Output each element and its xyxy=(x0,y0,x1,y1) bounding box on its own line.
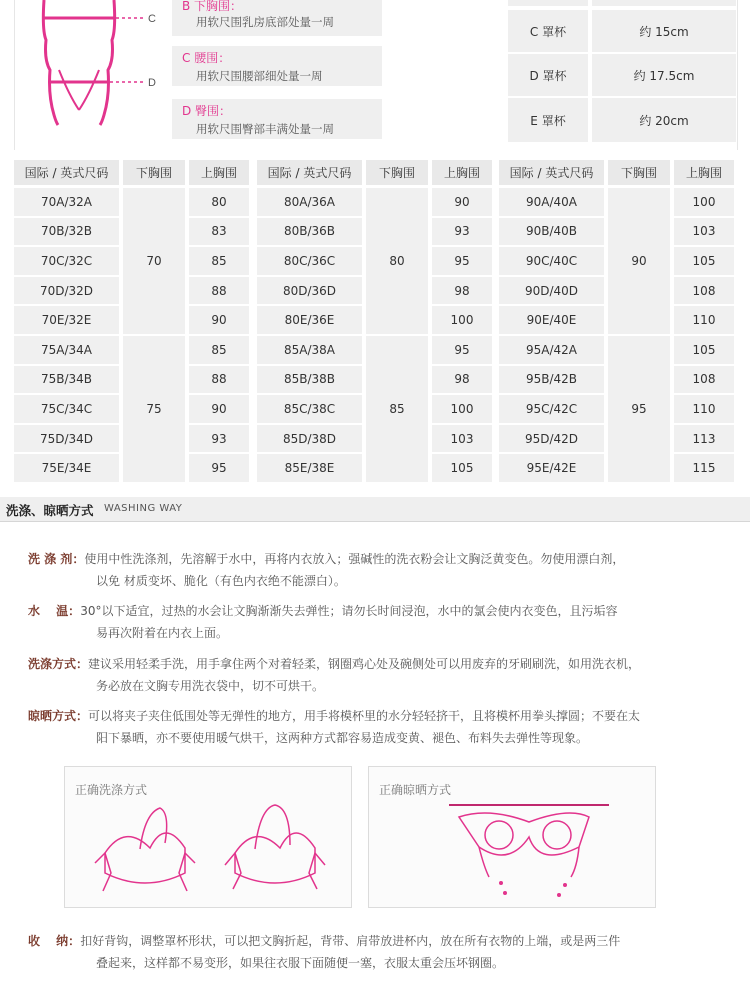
size-code-cell: 75A/34A xyxy=(14,336,119,364)
washing-title: 洗涤、晾晒方式 xyxy=(6,503,94,518)
wash-item-detergent xyxy=(28,548,708,592)
body-outline-diagram xyxy=(14,0,164,130)
size-code-cell: 95D/42D xyxy=(499,425,604,453)
size-code-cell: 75E/34E xyxy=(14,454,119,482)
cup-row-top xyxy=(508,0,736,6)
wash-item-drying xyxy=(28,705,708,749)
handwash-illustration xyxy=(85,803,335,899)
cup-row xyxy=(508,10,736,52)
upper-bust-cell: 93 xyxy=(432,218,492,246)
size-code-cell: 80E/36E xyxy=(257,306,362,334)
upper-bust-cell: 108 xyxy=(674,277,734,305)
upper-bust-cell: 105 xyxy=(674,336,734,364)
wash-text: 建议采用轻柔手洗，用手拿住两个对着轻柔，钢圈鸡心处及碗侧处可以用废弃的牙刷刷洗，如用洗衣机， xyxy=(88,657,641,671)
upper-bust-cell: 80 xyxy=(189,188,249,216)
size-code-cell: 70B/32B xyxy=(14,218,119,246)
size-header: 下胸围 xyxy=(366,160,428,185)
label-d: D xyxy=(148,77,156,89)
upper-bust-cell: 98 xyxy=(432,277,492,305)
label-c: C xyxy=(148,13,156,25)
size-code-cell: 95A/42A xyxy=(499,336,604,364)
wash-text: 以免 材质变坏、脆化（有色内衣绝不能漂白）。 xyxy=(96,574,346,588)
cup-label: D 罩杯 xyxy=(508,54,588,96)
under-bust-cell: 90 xyxy=(608,188,670,334)
upper-bust-cell: 95 xyxy=(432,247,492,275)
panel-title: 正确洗涤方式 xyxy=(75,783,148,797)
size-code-cell: 70C/32C xyxy=(14,247,119,275)
under-bust-cell: 85 xyxy=(366,336,428,482)
size-code-cell: 90C/40C xyxy=(499,247,604,275)
upper-bust-cell: 88 xyxy=(189,277,249,305)
upper-bust-cell: 100 xyxy=(432,306,492,334)
upper-bust-cell: 100 xyxy=(432,395,492,423)
wash-text: 叠起来，这样都不易变形，如果往衣服下面随便一塞，衣服太重会压坏钢圈。 xyxy=(96,956,505,970)
size-header: 下胸围 xyxy=(608,160,670,185)
wash-text: 30°以下适宜，过热的水会让文胸渐渐失去弹性；请勿长时间浸泡，水中的氯会使内衣变色，且污垢容 xyxy=(80,604,618,618)
size-code-cell: 85B/38B xyxy=(257,366,362,394)
panel-title: 正确晾晒方式 xyxy=(379,783,452,797)
size-code-cell: 85E/38E xyxy=(257,454,362,482)
cup-diff: 约 17.5cm xyxy=(592,54,736,96)
size-header: 国际 / 英式尺码 xyxy=(499,160,604,185)
size-code-cell: 80B/36B xyxy=(257,218,362,246)
measure-item-b xyxy=(172,0,382,36)
wash-label: 收 纳： xyxy=(28,934,81,948)
measure-title: C 腰围： xyxy=(182,51,231,65)
size-code-cell: 80C/36C xyxy=(257,247,362,275)
upper-bust-cell: 103 xyxy=(674,218,734,246)
cup-row xyxy=(508,54,736,96)
wash-label: 洗涤方式： xyxy=(28,657,89,671)
size-code-cell: 95E/42E xyxy=(499,454,604,482)
size-code-cell: 85C/38C xyxy=(257,395,362,423)
wash-text: 易再次附着在内衣上面。 xyxy=(96,626,229,640)
wash-illustration-panel xyxy=(64,766,352,908)
wash-label: 水 温： xyxy=(28,604,81,618)
size-code-cell: 90D/40D xyxy=(499,277,604,305)
upper-bust-cell: 98 xyxy=(432,366,492,394)
size-header: 国际 / 英式尺码 xyxy=(257,160,362,185)
upper-bust-cell: 100 xyxy=(674,188,734,216)
storage-item xyxy=(28,930,708,974)
size-code-cell: 75B/34B xyxy=(14,366,119,394)
wash-item-temperature xyxy=(28,600,708,644)
wash-text: 使用中性洗涤剂，先溶解于水中，再将内衣放入；强碱性的洗衣粉会让文胸泛黄变色。勿使用漂白剂， xyxy=(84,552,625,566)
upper-bust-cell: 103 xyxy=(432,425,492,453)
under-bust-cell: 80 xyxy=(366,188,428,334)
size-code-cell: 80A/36A xyxy=(257,188,362,216)
upper-bust-cell: 83 xyxy=(189,218,249,246)
size-code-cell: 70D/32D xyxy=(14,277,119,305)
cup-row xyxy=(508,98,736,142)
size-code-cell: 95B/42B xyxy=(499,366,604,394)
under-bust-cell: 70 xyxy=(123,188,185,334)
size-code-cell: 70A/32A xyxy=(14,188,119,216)
size-code-cell: 90B/40B xyxy=(499,218,604,246)
upper-bust-cell: 88 xyxy=(189,366,249,394)
size-code-cell: 90A/40A xyxy=(499,188,604,216)
measurement-guide xyxy=(0,0,750,150)
wash-label: 晾晒方式： xyxy=(28,709,89,723)
upper-bust-cell: 110 xyxy=(674,395,734,423)
upper-bust-cell: 95 xyxy=(432,336,492,364)
size-header: 国际 / 英式尺码 xyxy=(14,160,119,185)
cup-label: E 罩杯 xyxy=(508,98,588,142)
washing-title-en: WASHING WAY xyxy=(104,503,183,514)
wash-label: 洗 涤 剂： xyxy=(28,552,85,566)
size-header: 上胸围 xyxy=(189,160,249,185)
size-header: 上胸围 xyxy=(432,160,492,185)
wash-item-method xyxy=(28,653,708,697)
size-code-cell: 75C/34C xyxy=(14,395,119,423)
upper-bust-cell: 105 xyxy=(432,454,492,482)
cup-diff: 约 15cm xyxy=(592,10,736,52)
size-code-cell: 85D/38D xyxy=(257,425,362,453)
size-code-cell: 80D/36D xyxy=(257,277,362,305)
upper-bust-cell: 85 xyxy=(189,247,249,275)
wash-text: 务必放在文胸专用洗衣袋中，切不可烘干。 xyxy=(96,679,325,693)
upper-bust-cell: 110 xyxy=(674,306,734,334)
upper-bust-cell: 85 xyxy=(189,336,249,364)
wash-text: 扣好背钩，调整罩杯形状，可以把文胸折起，背带、肩带放进杯内，放在所有衣物的上端，或是两三件 xyxy=(80,934,621,948)
upper-bust-cell: 93 xyxy=(189,425,249,453)
upper-bust-cell: 90 xyxy=(189,306,249,334)
under-bust-cell: 75 xyxy=(123,336,185,482)
size-code-cell: 95C/42C xyxy=(499,395,604,423)
size-header: 下胸围 xyxy=(123,160,185,185)
upper-bust-cell: 108 xyxy=(674,366,734,394)
upper-bust-cell: 105 xyxy=(674,247,734,275)
measure-desc: 用软尺围腰部细处量一周 xyxy=(196,69,323,83)
washing-header xyxy=(0,497,750,522)
size-header: 上胸围 xyxy=(674,160,734,185)
measure-item-d xyxy=(172,99,382,139)
size-code-cell: 85A/38A xyxy=(257,336,362,364)
measure-desc: 用软尺围乳房底部处量一周 xyxy=(196,15,334,29)
size-code-cell: 75D/34D xyxy=(14,425,119,453)
drying-illustration xyxy=(389,797,639,901)
upper-bust-cell: 90 xyxy=(432,188,492,216)
wash-text: 可以将夹子夹住低围处等无弹性的地方，用手将模杯里的水分轻轻挤干，且将模杯用拳头撑圆；不要在太 xyxy=(88,709,641,723)
size-code-cell: 90E/40E xyxy=(499,306,604,334)
upper-bust-cell: 113 xyxy=(674,425,734,453)
under-bust-cell: 95 xyxy=(608,336,670,482)
wash-text: 阳下暴晒，亦不要使用暖气烘干，这两种方式都容易造成变黄、褪色、布料失去弹性等现象。 xyxy=(96,731,589,745)
measure-item-c xyxy=(172,46,382,86)
measure-desc: 用软尺围臀部丰满处量一周 xyxy=(196,122,334,136)
measure-title: B 下胸围： xyxy=(182,0,243,13)
size-code-cell: 70E/32E xyxy=(14,306,119,334)
upper-bust-cell: 95 xyxy=(189,454,249,482)
measure-title: D 臀围： xyxy=(182,104,232,118)
upper-bust-cell: 115 xyxy=(674,454,734,482)
upper-bust-cell: 90 xyxy=(189,395,249,423)
cup-label: C 罩杯 xyxy=(508,10,588,52)
cup-diff: 约 20cm xyxy=(592,98,736,142)
dry-illustration-panel xyxy=(368,766,656,908)
